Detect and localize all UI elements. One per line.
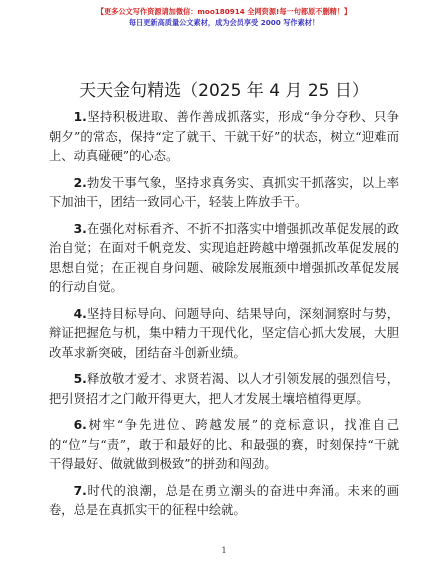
paragraph-text: 在强化对标看齐、不折不扣落实中增强抓改革促发展的政治自觉；在面对千帆竞发、实现追赶跨越中增强抓改革促发展的思想自觉；在正视自身问题、破除发展瓶颈中增强抓改革促发展的行动自觉。 [49, 221, 399, 294]
banner-line-1: 【更多公文写作资源请加微信：moo180914 全网资源!每一句都原不删精！】 [96, 7, 352, 16]
paragraph-number: 1. [73, 110, 87, 124]
paragraph-5 [49, 370, 399, 409]
paragraph-7 [49, 482, 399, 521]
paragraph-3 [49, 220, 399, 298]
paragraph-number: 7. [73, 483, 87, 498]
promo-banner [0, 6, 448, 28]
paragraph-text: 释放敬才爱才、求贤若渴、以人才引领发展的强烈信号，把引贤招才之门敞开得更大，把人才发展土壤培植得更厚。 [49, 372, 399, 406]
paragraph-text: 勃发干事气象，坚持求真务实、真抓实干抓落实，以上率下加油干，团结一致同心干，轻装上阵放手干。 [49, 175, 399, 209]
paragraph-number: 3. [73, 221, 87, 236]
paragraph-text: 坚持积极进取、善作善成抓落实，形成“争分夺秒、只争朝夕”的常态，保持“定了就干、干就干好”的状态，树立“迎难而上、动真碰硬”的心态。 [49, 110, 399, 163]
page-number: 1 [221, 546, 227, 555]
banner-line-2: 每日更新高质量公文素材，成为会员享受 2000 写作素材！ [128, 18, 320, 27]
paragraph-4 [49, 305, 399, 364]
paragraph-number: 5. [73, 372, 87, 386]
paragraph-1 [49, 108, 399, 167]
paragraph-text: 时代的浪潮，总是在勇立潮头的奋进中奔涌。未来的画卷，总是在真抓实干的征程中绘就。 [49, 483, 399, 517]
paragraph-6 [49, 416, 399, 475]
document-body [49, 108, 399, 528]
paragraph-number: 4. [73, 306, 87, 321]
document-title: 天天金句精选（2025 年 4 月 25 日） [79, 81, 369, 101]
paragraph-number: 6. [73, 418, 87, 432]
paragraph-number: 2. [73, 175, 87, 190]
paragraph-text: 坚持目标导向、问题导向、结果导向，深刻洞察时与势，辩证把握危与机，集中精力干现代化，坚定信心抓大发展，大胆改革求新突破，团结奋斗创新业绩。 [49, 306, 399, 360]
paragraph-text: 树牢“争先进位、跨越发展”的竞标意识，找准自己的“位”与“责”，敢于和最好的比、和最强的赛，时刻保持“干就干得最好、做就做到极致”的拼劲和闯劲。 [49, 418, 399, 471]
paragraph-2 [49, 174, 399, 213]
